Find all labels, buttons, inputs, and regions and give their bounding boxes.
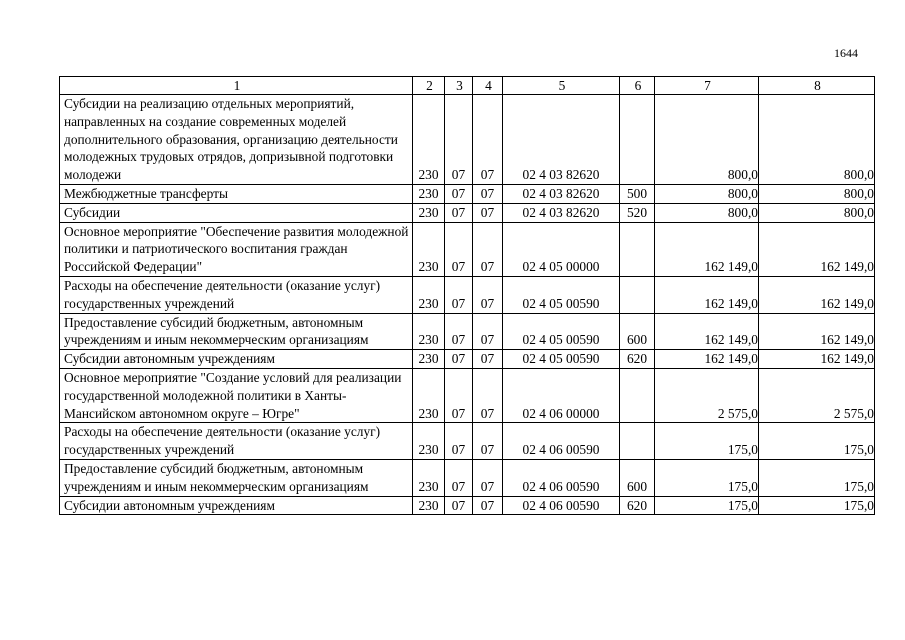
row-admin-code: 230 — [413, 350, 445, 369]
row-admin-code: 230 — [413, 203, 445, 222]
header-col-1: 1 — [60, 77, 413, 95]
row-admin-code: 230 — [413, 184, 445, 203]
row-section: 07 — [445, 423, 473, 460]
row-target-item: 02 4 05 00000 — [503, 222, 620, 276]
row-name: Расходы на обеспечение деятельности (оказание услуг) государственных учреждений — [60, 276, 413, 313]
row-amount-col7: 800,0 — [655, 184, 759, 203]
table-row — [60, 276, 875, 313]
row-amount-col8: 175,0 — [759, 459, 875, 496]
table-row — [60, 203, 875, 222]
row-amount-col8: 175,0 — [759, 496, 875, 515]
row-section: 07 — [445, 276, 473, 313]
row-name: Основное мероприятие "Обеспечение развития молодежной политики и патриотического воспитания граждан Российской Федерации" — [60, 222, 413, 276]
row-amount-col7: 175,0 — [655, 496, 759, 515]
row-subsection: 07 — [473, 184, 503, 203]
header-col-2: 2 — [413, 77, 445, 95]
row-target-item: 02 4 03 82620 — [503, 184, 620, 203]
row-subsection: 07 — [473, 276, 503, 313]
row-amount-col7: 800,0 — [655, 203, 759, 222]
header-col-5: 5 — [503, 77, 620, 95]
row-amount-col8: 162 149,0 — [759, 222, 875, 276]
row-subsection: 07 — [473, 496, 503, 515]
table-row — [60, 423, 875, 460]
header-col-3: 3 — [445, 77, 473, 95]
row-amount-col7: 175,0 — [655, 423, 759, 460]
page-number: 1644 — [834, 46, 858, 60]
header-col-8: 8 — [759, 77, 875, 95]
budget-table — [59, 76, 875, 515]
row-section: 07 — [445, 203, 473, 222]
row-amount-col8: 800,0 — [759, 203, 875, 222]
row-section: 07 — [445, 496, 473, 515]
row-amount-col7: 162 149,0 — [655, 313, 759, 350]
row-expense-type: 600 — [620, 313, 655, 350]
row-target-item: 02 4 05 00590 — [503, 313, 620, 350]
row-admin-code: 230 — [413, 95, 445, 185]
table-row — [60, 95, 875, 185]
table-row — [60, 184, 875, 203]
row-amount-col7: 2 575,0 — [655, 368, 759, 422]
row-admin-code: 230 — [413, 368, 445, 422]
row-section: 07 — [445, 459, 473, 496]
row-amount-col8: 162 149,0 — [759, 350, 875, 369]
row-section: 07 — [445, 350, 473, 369]
row-admin-code: 230 — [413, 222, 445, 276]
row-target-item: 02 4 06 00590 — [503, 459, 620, 496]
row-name: Межбюджетные трансферты — [60, 184, 413, 203]
header-col-4: 4 — [473, 77, 503, 95]
row-subsection: 07 — [473, 459, 503, 496]
row-admin-code: 230 — [413, 313, 445, 350]
row-target-item: 02 4 05 00590 — [503, 350, 620, 369]
row-name: Субсидии автономным учреждениям — [60, 496, 413, 515]
row-subsection: 07 — [473, 423, 503, 460]
row-admin-code: 230 — [413, 459, 445, 496]
row-target-item: 02 4 03 82620 — [503, 203, 620, 222]
row-amount-col8: 800,0 — [759, 95, 875, 185]
row-section: 07 — [445, 95, 473, 185]
table-row — [60, 496, 875, 515]
row-target-item: 02 4 06 00590 — [503, 423, 620, 460]
row-expense-type: 500 — [620, 184, 655, 203]
row-subsection: 07 — [473, 313, 503, 350]
row-amount-col8: 162 149,0 — [759, 313, 875, 350]
row-expense-type — [620, 276, 655, 313]
row-name: Основное мероприятие "Создание условий для реализации государственной молодежной политики в Ханты-Мансийском автономном округе – Югре" — [60, 368, 413, 422]
row-subsection: 07 — [473, 203, 503, 222]
table-row — [60, 459, 875, 496]
table-row — [60, 368, 875, 422]
row-amount-col8: 800,0 — [759, 184, 875, 203]
row-name: Субсидии — [60, 203, 413, 222]
row-admin-code: 230 — [413, 423, 445, 460]
row-admin-code: 230 — [413, 496, 445, 515]
row-expense-type — [620, 222, 655, 276]
row-subsection: 07 — [473, 350, 503, 369]
table-header-row — [60, 77, 875, 95]
row-expense-type — [620, 368, 655, 422]
row-expense-type: 520 — [620, 203, 655, 222]
row-amount-col7: 162 149,0 — [655, 222, 759, 276]
row-expense-type — [620, 423, 655, 460]
row-admin-code: 230 — [413, 276, 445, 313]
row-amount-col7: 162 149,0 — [655, 276, 759, 313]
row-subsection: 07 — [473, 95, 503, 185]
row-name: Субсидии автономным учреждениям — [60, 350, 413, 369]
header-col-6: 6 — [620, 77, 655, 95]
row-target-item: 02 4 05 00590 — [503, 276, 620, 313]
row-amount-col7: 175,0 — [655, 459, 759, 496]
row-amount-col8: 175,0 — [759, 423, 875, 460]
row-amount-col7: 800,0 — [655, 95, 759, 185]
row-subsection: 07 — [473, 222, 503, 276]
row-expense-type — [620, 95, 655, 185]
table-row — [60, 222, 875, 276]
row-name: Расходы на обеспечение деятельности (оказание услуг) государственных учреждений — [60, 423, 413, 460]
row-expense-type: 620 — [620, 496, 655, 515]
row-name: Субсидии на реализацию отдельных мероприятий, направленных на создание современных моделей дополнительного образования, организацию деятельности молодежных трудовых отрядов, допризывной подготовки молодежи — [60, 95, 413, 185]
row-expense-type: 620 — [620, 350, 655, 369]
row-target-item: 02 4 06 00000 — [503, 368, 620, 422]
table-row — [60, 350, 875, 369]
row-section: 07 — [445, 368, 473, 422]
row-expense-type: 600 — [620, 459, 655, 496]
header-col-7: 7 — [655, 77, 759, 95]
row-section: 07 — [445, 313, 473, 350]
row-section: 07 — [445, 184, 473, 203]
row-amount-col8: 2 575,0 — [759, 368, 875, 422]
row-name: Предоставление субсидий бюджетным, автономным учреждениям и иным некоммерческим организациям — [60, 313, 413, 350]
row-name: Предоставление субсидий бюджетным, автономным учреждениям и иным некоммерческим организациям — [60, 459, 413, 496]
row-target-item: 02 4 03 82620 — [503, 95, 620, 185]
row-amount-col7: 162 149,0 — [655, 350, 759, 369]
row-section: 07 — [445, 222, 473, 276]
row-target-item: 02 4 06 00590 — [503, 496, 620, 515]
row-amount-col8: 162 149,0 — [759, 276, 875, 313]
row-subsection: 07 — [473, 368, 503, 422]
table-row — [60, 313, 875, 350]
